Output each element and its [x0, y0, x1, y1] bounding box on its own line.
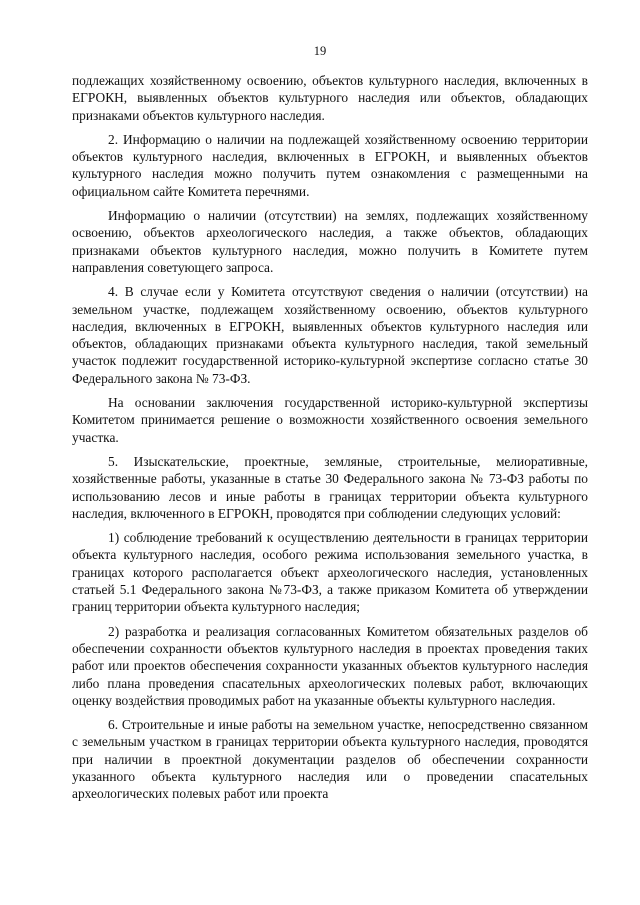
paragraph-condition-1: 1) соблюдение требований к осуществлению деятельности в границах территории объекта культурного наследия, особого режима использования земельного участка, в границах которого располагается объект археологического наследия, установленных статьей 5.1 Федерального закона №73-ФЗ, а также приказом Комитета об утверждении границ территории объекта культурного наследия;: [72, 530, 588, 615]
page-number: 19: [313, 44, 327, 58]
paragraph-condition-2: 2) разработка и реализация согласованных Комитетом обязательных разделов об обеспечении сохранности объектов культурного наследия в проектах проведения таких работ или проектов обеспечения сохранности указанных объектов культурного наследия либо плана проведения спасательных археологических полевых работ, включающих оценку воздействия проводимых работ на указанные объекты культурного наследия.: [72, 623, 588, 708]
paragraph-expertise-decision: На основании заключения государственной историко-культурной экспертизы Комитетом принимается решение о возможности хозяйственного освоения земельного участка.: [72, 395, 588, 445]
paragraph-item-6: 6. Строительные и иные работы на земельном участке, непосредственно связанном с земельным участком в границах территории объекта культурного наследия, проводятся при наличии в проектной документации разделов об обеспечении сохранности указанного объекта культурного наследия или о проведении спасательных археологических полевых работ или проекта: [72, 717, 588, 802]
paragraph-item-2: 2. Информацию о наличии на подлежащей хозяйственному освоению территории объектов культурного наследия, включенных в ЕГРОКН, и выявленных объектов культурного наследия можно получить путем ознакомления с размещенными на официальном сайте Комитета перечнями.: [72, 131, 588, 199]
paragraph-archaeology-info: Информацию о наличии (отсутствии) на землях, подлежащих хозяйственному освоению, объектов археологического наследия, а также объектов, обладающих признаками объектов культурного наследия, можно получить в Комитете путем направления советующего запроса.: [72, 208, 588, 275]
paragraph-item-4: 4. В случае если у Комитета отсутствуют сведения о наличии (отсутствии) на земельном участке, подлежащем хозяйственному освоению, объектов культурного наследия, включенных в ЕГРОКН, выявленных объектов культурного наследия или объектов, обладающих признаками объекта культурного наследия, такой земельный участок подлежит государственной историко-культурной экспертизе согласно статье 30 Федерального закона № 73-ФЗ.: [72, 284, 588, 386]
paragraph-item-5: 5. Изыскательские, проектные, земляные, строительные, мелиоративные, хозяйственные работы, указанные в статье 30 Федерального закона № 73-ФЗ работы по использованию лесов и иные работы в границах территории объекта культурного наследия, включенного в ЕГРОКН, проводятся при соблюдении следующих условий:: [72, 453, 588, 521]
page-body: [72, 72, 588, 810]
paragraph-continuation: подлежащих хозяйственному освоению, объектов культурного наследия, включенных в ЕГРОКН, выявленных объектов культурного наследия или объектов, обладающих признаками объектов культурного наследия.: [72, 73, 588, 123]
